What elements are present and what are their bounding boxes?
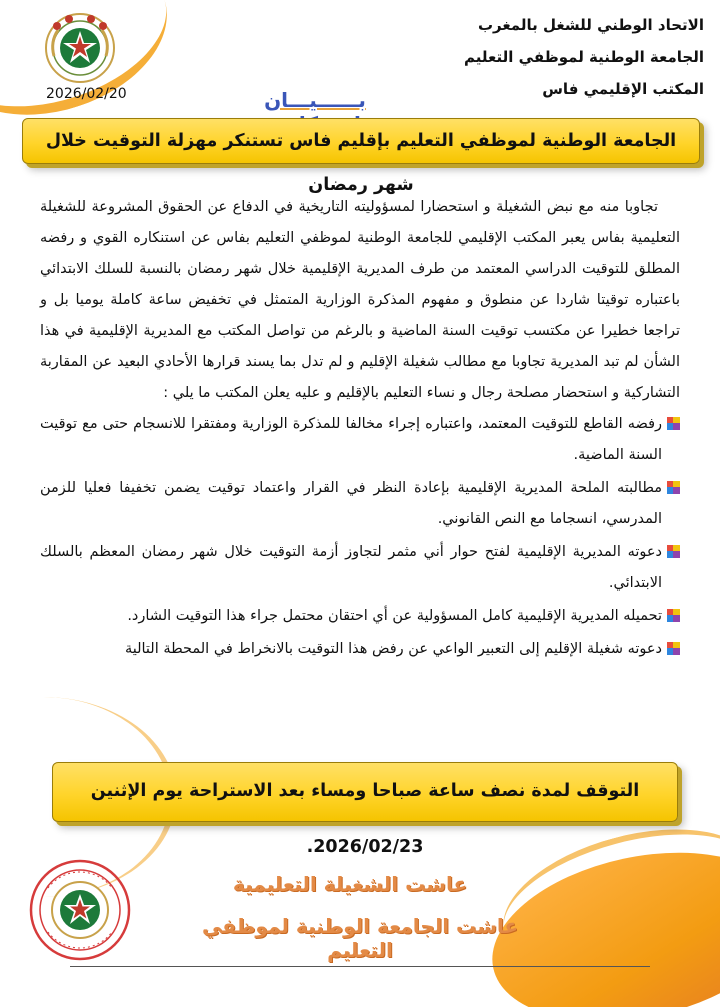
list-item-text: دعوته المديرية الإقليمية لفتح حوار أني مثمر لتجاوز أزمة التوقيت خلال شهر رمضان المعظم بالسلك الابتدائي. <box>40 544 662 591</box>
untm-emblem-icon <box>44 12 116 84</box>
list-item-text: دعوته شغيلة الإقليم إلى التعبير الواعي عن رفض هذا التوقيت بالانخراط في المحطة التالية <box>124 641 662 657</box>
bullet-icon <box>667 417 680 430</box>
federation-name: الجامعة الوطنية لموظفي التعليم <box>464 48 704 66</box>
list-item <box>40 409 680 471</box>
list-item <box>40 601 680 632</box>
closing-slogan-federation: عاشت الجامعة الوطنية لموظفي التعليم <box>201 914 519 962</box>
organization-stamp-icon <box>28 858 132 962</box>
list-item <box>40 537 680 599</box>
list-item-text: تحميله المديرية الإقليمية كامل المسؤولية عن أي احتقان محتمل جراء هذا التوقيت الشارد. <box>127 608 662 624</box>
intro-paragraph: تجاوبا منه مع نبض الشغيلة و استحضارا لمسؤوليته التاريخية في الدفاع عن الحقوق المشروعة للشغيلة التعليمية بفاس يعبر المكتب الإقليمي للجامعة الوطنية لموظفي التعليم بفاس عن استنكاره القوي و رفضه المطلق للتوقيت الدراسي المعتمد من طرف المديرية الإقليمية خلال شهر رمضان بالنسبة للسلك الابتدائي باعتباره توقيتا شاردا عن منطوق و مفهوم المذكرة الوزارية المتمثل في تخفيض ساعة كاملة يوميا بل و تراجعا خطيرا عن مكتسب توقيت السنة الماضية و بالرغم من تواصل المكتب مع المديرية الإقليمية في هذا الشأن لم تبد المديرية تجاوبا مع مطالب شغيلة الإقليم و لم تدل بما يسند قرارها الأحادي البعيد عن المقاربة التشاركية و استحضار مصلحة رجال و نساء التعليم بالإقليم و عليه يعلن المكتب ما يلي : <box>40 199 680 401</box>
closing-slogan-workers: عاشت الشغيلة التعليمية <box>232 872 468 896</box>
document-type-heading: بــــــيـــان <box>264 88 366 112</box>
bullet-icon <box>667 481 680 494</box>
union-name: الاتحاد الوطني للشغل بالمغرب <box>477 16 704 34</box>
list-item-text: رفضه القاطع للتوقيت المعتمد، واعتباره إجراء مخالفا للمذكرة الوزارية ومفتقرا للانسجام حتى مع توقيت السنة الماضية. <box>40 416 662 463</box>
list-item <box>40 473 680 535</box>
list-item-text: مطالبته الملحة المديرية الإقليمية بإعادة النظر في القرار واعتماد توقيت يضمن تخفيفا فعليا للزمن المدرسي، انسجاما مع النص القانوني. <box>40 480 662 527</box>
provincial-office-name: المكتب الإقليمي فاس <box>542 80 704 98</box>
list-item <box>40 634 680 665</box>
page-title: الجامعة الوطنية لموظفي التعليم بإقليم فاس تستنكر مهزلة التوقيت خلال شهر رمضان <box>45 131 677 195</box>
bullet-icon <box>667 642 680 655</box>
title-banner <box>22 118 700 195</box>
statement-body <box>40 192 680 667</box>
action-banner <box>52 762 678 857</box>
action-text: التوقف لمدة نصف ساعة صباحا ومساء بعد الاستراحة يوم الإثنين 2026/02/23. <box>90 781 640 857</box>
document-date: 2026/02/20 <box>46 86 127 102</box>
bullet-icon <box>667 609 680 622</box>
footer-divider <box>70 966 650 967</box>
demands-list <box>40 409 680 665</box>
bullet-icon <box>667 545 680 558</box>
